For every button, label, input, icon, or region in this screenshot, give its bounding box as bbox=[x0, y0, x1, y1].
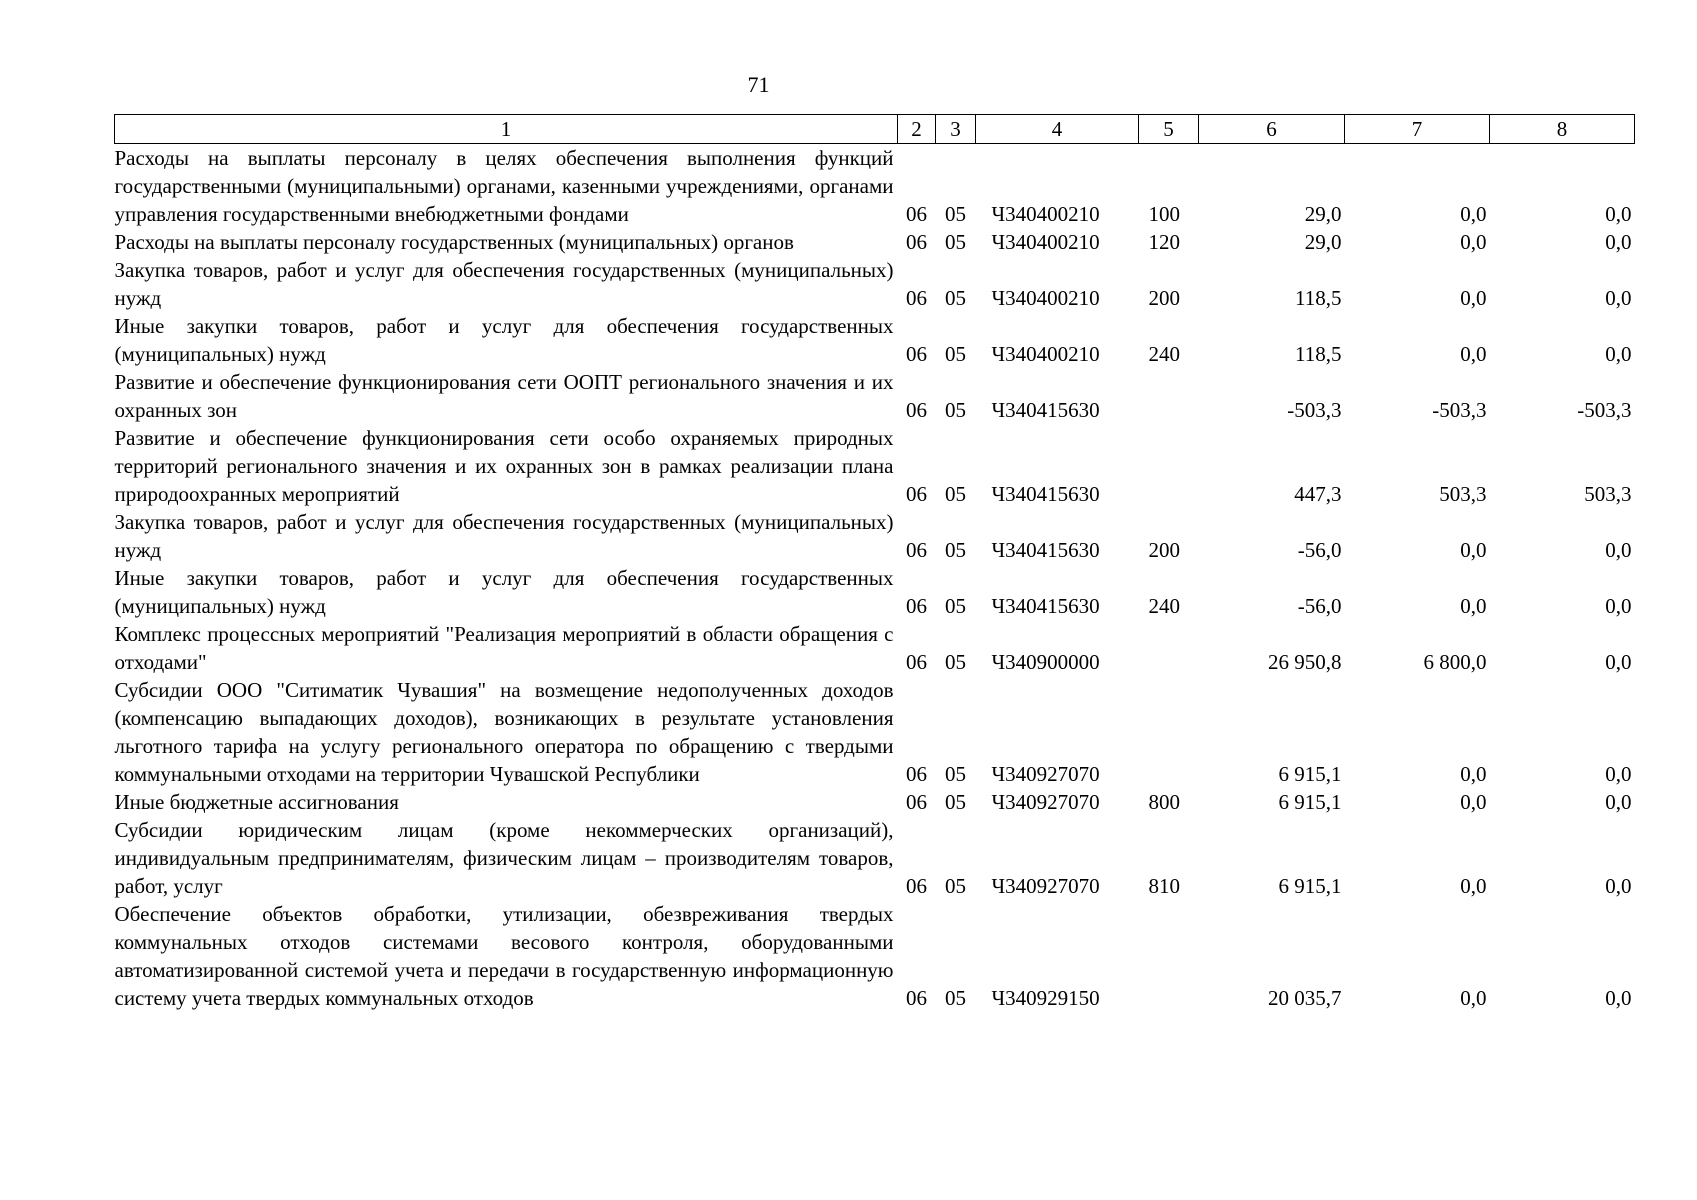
row-value-col8-cell: 0,0 bbox=[1605, 650, 1632, 674]
row-value-col6-cell: 118,5 bbox=[1295, 342, 1342, 366]
row-section-cell: 06 bbox=[906, 202, 927, 226]
row-value-col8-cell: 0,0 bbox=[1605, 202, 1632, 226]
row-target-article-cell: Ч340900000 bbox=[991, 650, 1100, 674]
row-target-article-cell: Ч340400210 bbox=[991, 342, 1100, 366]
row-target-article-cell: Ч340927070 bbox=[991, 762, 1100, 786]
table-row bbox=[115, 620, 1635, 676]
row-value-col7-cell: 0,0 bbox=[1460, 594, 1487, 618]
row-target-article-cell: Ч340415630 bbox=[991, 538, 1100, 562]
row-name-cell: Комплекс процессных мероприятий "Реализация мероприятий в области обращения с отходами" bbox=[114, 622, 894, 674]
row-value-col6-cell: 29,0 bbox=[1304, 202, 1342, 226]
row-value-col8-cell: 0,0 bbox=[1605, 538, 1632, 562]
row-name-cell: Развитие и обеспечение функционирования сети ООПТ регионального значения и их охранных зон bbox=[114, 370, 894, 422]
row-value-col6-cell: 447,3 bbox=[1294, 482, 1342, 506]
header-col-5: 5 bbox=[1139, 115, 1199, 144]
row-name-cell: Обеспечение объектов обработки, утилизации, обезвреживания твердых коммунальных отходов системами весового контроля, оборудованными автоматизированной системой учета и передачи в государственную информационную систему учета твердых коммунальных отходов bbox=[114, 902, 894, 1010]
row-value-col6-cell: -56,0 bbox=[1297, 594, 1342, 618]
row-section-cell: 06 bbox=[906, 594, 927, 618]
row-section-cell: 06 bbox=[906, 762, 927, 786]
row-value-col7-cell: 503,3 bbox=[1439, 482, 1487, 506]
row-subsection-cell: 05 bbox=[945, 874, 966, 898]
table-row bbox=[115, 144, 1635, 229]
row-value-col8-cell: -503,3 bbox=[1577, 398, 1632, 422]
table-body bbox=[115, 144, 1635, 1013]
row-expense-type-cell bbox=[1139, 900, 1199, 1012]
header-col-3: 3 bbox=[936, 115, 976, 144]
row-value-col8-cell: 0,0 bbox=[1605, 986, 1632, 1010]
row-subsection-cell: 05 bbox=[945, 398, 966, 422]
row-section-cell: 06 bbox=[906, 650, 927, 674]
row-value-col6-cell: -503,3 bbox=[1287, 398, 1342, 422]
row-name-cell: Расходы на выплаты персоналу в целях обеспечения выполнения функций государственными (муниципальными) органами, казенными учреждениями, органами управления государственными внебюджетными фондами bbox=[114, 146, 894, 226]
table-row bbox=[115, 788, 1635, 816]
row-name-cell: Иные закупки товаров, работ и услуг для обеспечения государственных (муниципальных) нужд bbox=[114, 314, 894, 366]
row-value-col6-cell: 20 035,7 bbox=[1268, 986, 1342, 1010]
row-expense-type-cell: 200 bbox=[1148, 286, 1180, 310]
table-row bbox=[115, 424, 1635, 508]
row-value-col7-cell: 0,0 bbox=[1460, 538, 1487, 562]
row-target-article-cell: Ч340400210 bbox=[991, 230, 1100, 254]
row-subsection-cell: 05 bbox=[945, 230, 966, 254]
row-value-col6-cell: 6 915,1 bbox=[1278, 762, 1342, 786]
row-subsection-cell: 05 bbox=[945, 342, 966, 366]
table-header bbox=[115, 115, 1635, 144]
row-expense-type-cell: 120 bbox=[1148, 230, 1180, 254]
table-row bbox=[115, 368, 1635, 424]
row-value-col7-cell: 0,0 bbox=[1460, 762, 1487, 786]
row-value-col8-cell: 0,0 bbox=[1605, 286, 1632, 310]
row-target-article-cell: Ч340415630 bbox=[991, 398, 1100, 422]
row-value-col6-cell: -56,0 bbox=[1297, 538, 1342, 562]
row-expense-type-cell: 810 bbox=[1148, 874, 1180, 898]
row-value-col6-cell: 6 915,1 bbox=[1278, 790, 1342, 814]
table-row bbox=[115, 900, 1635, 1012]
row-value-col8-cell: 0,0 bbox=[1605, 762, 1632, 786]
row-subsection-cell: 05 bbox=[945, 986, 966, 1010]
row-section-cell: 06 bbox=[906, 538, 927, 562]
row-target-article-cell: Ч340400210 bbox=[991, 286, 1100, 310]
row-value-col7-cell: 6 800,0 bbox=[1423, 650, 1487, 674]
row-value-col6-cell: 6 915,1 bbox=[1278, 874, 1342, 898]
row-section-cell: 06 bbox=[906, 230, 927, 254]
row-subsection-cell: 05 bbox=[945, 790, 966, 814]
row-target-article-cell: Ч340415630 bbox=[991, 482, 1100, 506]
row-section-cell: 06 bbox=[906, 986, 927, 1010]
table-row bbox=[115, 508, 1635, 564]
row-subsection-cell: 05 bbox=[945, 650, 966, 674]
row-subsection-cell: 05 bbox=[945, 202, 966, 226]
row-section-cell: 06 bbox=[906, 482, 927, 506]
row-name-cell: Субсидии ООО "Ситиматик Чувашия" на возмещение недополученных доходов (компенсацию выпадающих доходов), возникающих в результате установления льготного тарифа на услугу регионального оператора по обращению с твердыми коммунальными отходами на территории Чувашской Республики bbox=[114, 678, 894, 786]
row-value-col6-cell: 118,5 bbox=[1295, 286, 1342, 310]
table-row bbox=[115, 676, 1635, 788]
row-expense-type-cell: 240 bbox=[1148, 594, 1180, 618]
row-value-col7-cell: 0,0 bbox=[1460, 202, 1487, 226]
row-section-cell: 06 bbox=[906, 286, 927, 310]
table-row bbox=[115, 816, 1635, 900]
header-col-6: 6 bbox=[1199, 115, 1345, 144]
row-subsection-cell: 05 bbox=[945, 762, 966, 786]
row-value-col6-cell: 29,0 bbox=[1304, 230, 1342, 254]
row-subsection-cell: 05 bbox=[945, 482, 966, 506]
header-col-4: 4 bbox=[976, 115, 1139, 144]
table-row bbox=[115, 228, 1635, 256]
row-value-col8-cell: 0,0 bbox=[1605, 342, 1632, 366]
row-section-cell: 06 bbox=[906, 398, 927, 422]
row-expense-type-cell: 200 bbox=[1148, 538, 1180, 562]
header-col-7: 7 bbox=[1345, 115, 1490, 144]
row-section-cell: 06 bbox=[906, 874, 927, 898]
row-section-cell: 06 bbox=[906, 342, 927, 366]
row-value-col7-cell: 0,0 bbox=[1460, 342, 1487, 366]
header-row bbox=[115, 115, 1635, 144]
page-number: 71 bbox=[747, 72, 770, 97]
row-value-col8-cell: 0,0 bbox=[1605, 230, 1632, 254]
row-value-col7-cell: 0,0 bbox=[1460, 790, 1487, 814]
row-section-cell: 06 bbox=[906, 790, 927, 814]
row-value-col6-cell: 26 950,8 bbox=[1268, 650, 1342, 674]
row-value-col7-cell: 0,0 bbox=[1460, 230, 1487, 254]
row-subsection-cell: 05 bbox=[945, 538, 966, 562]
row-expense-type-cell bbox=[1139, 676, 1199, 788]
row-expense-type-cell bbox=[1139, 620, 1199, 676]
row-value-col7-cell: 0,0 bbox=[1460, 874, 1487, 898]
row-value-col7-cell: 0,0 bbox=[1460, 286, 1487, 310]
row-target-article-cell: Ч340400210 bbox=[991, 202, 1100, 226]
row-expense-type-cell bbox=[1139, 424, 1199, 508]
row-value-col7-cell: 0,0 bbox=[1460, 986, 1487, 1010]
table-row bbox=[115, 312, 1635, 368]
row-value-col8-cell: 503,3 bbox=[1584, 482, 1632, 506]
row-target-article-cell: Ч340415630 bbox=[991, 594, 1100, 618]
row-name-cell: Иные закупки товаров, работ и услуг для обеспечения государственных (муниципальных) нужд bbox=[114, 566, 894, 618]
row-name-cell: Расходы на выплаты персоналу государственных (муниципальных) органов bbox=[114, 230, 794, 254]
row-expense-type-cell: 800 bbox=[1148, 790, 1180, 814]
row-target-article-cell: Ч340927070 bbox=[991, 790, 1100, 814]
header-col-8: 8 bbox=[1490, 115, 1635, 144]
row-expense-type-cell: 100 bbox=[1148, 202, 1180, 226]
row-target-article-cell: Ч340929150 bbox=[991, 986, 1100, 1010]
budget-table bbox=[114, 114, 1635, 1012]
row-name-cell: Закупка товаров, работ и услуг для обеспечения государственных (муниципальных) нужд bbox=[114, 258, 894, 310]
row-subsection-cell: 05 bbox=[945, 286, 966, 310]
header-col-1: 1 bbox=[115, 115, 898, 144]
row-expense-type-cell bbox=[1139, 368, 1199, 424]
table-row bbox=[115, 256, 1635, 312]
row-expense-type-cell: 240 bbox=[1148, 342, 1180, 366]
row-name-cell: Субсидии юридическим лицам (кроме некоммерческих организаций), индивидуальным предпринимателям, физическим лицам – производителям товаров, работ, услуг bbox=[114, 818, 894, 898]
row-subsection-cell: 05 bbox=[945, 594, 966, 618]
row-name-cell: Развитие и обеспечение функционирования сети особо охраняемых природных территорий регионального значения и их охранных зон в рамках реализации плана природоохранных мероприятий bbox=[114, 426, 894, 506]
row-value-col8-cell: 0,0 bbox=[1605, 790, 1632, 814]
row-target-article-cell: Ч340927070 bbox=[991, 874, 1100, 898]
row-value-col8-cell: 0,0 bbox=[1605, 874, 1632, 898]
header-col-2: 2 bbox=[898, 115, 936, 144]
row-name-cell: Закупка товаров, работ и услуг для обеспечения государственных (муниципальных) нужд bbox=[114, 510, 894, 562]
row-name-cell: Иные бюджетные ассигнования bbox=[114, 790, 399, 814]
row-value-col7-cell: -503,3 bbox=[1432, 398, 1487, 422]
row-value-col8-cell: 0,0 bbox=[1605, 594, 1632, 618]
table-row bbox=[115, 564, 1635, 620]
